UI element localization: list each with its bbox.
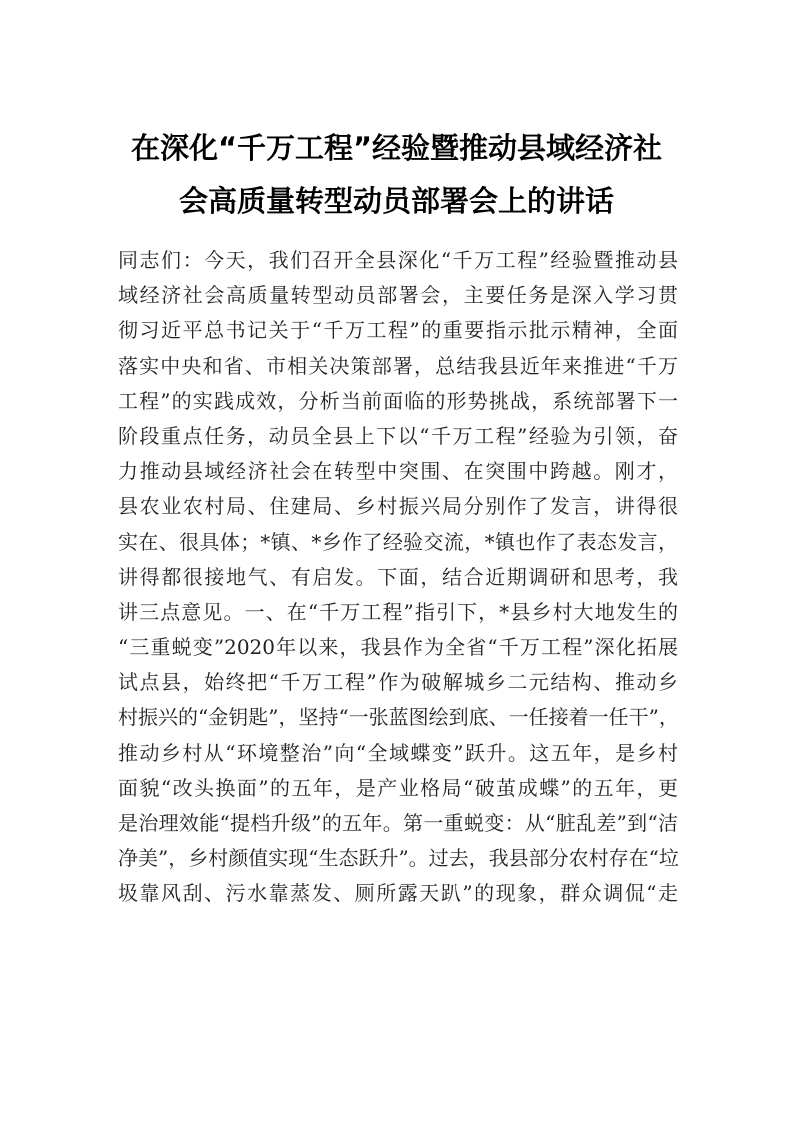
body-line: 试点县，始终把“千万工程”作为破解城乡二元结构、推动乡 [118,670,678,695]
body-line: 彻习近平总书记关于“千万工程”的重要指示批示精神，全面 [118,318,678,343]
body-line: 落实中央和省、市相关决策部署，总结我县近年来推进“千万 [118,353,678,378]
body-line: 县农业农村局、住建局、乡村振兴局分别作了发言，讲得很 [118,494,678,519]
body-line: 阶段重点任务，动员全县上下以“千万工程”经验为引领，奋 [118,423,678,448]
body-line: 同志们：今天，我们召开全县深化“千万工程”经验暨推动县 [118,248,678,272]
body-line: 村振兴的“金钥匙”，坚持“一张蓝图绘到底、一任接着一任干”， [118,705,679,730]
title-line: 在深化“千万工程”经验暨推动县域经济社 [130,131,663,165]
title-line: 会高质量转型动员部署会上的讲话 [178,184,614,218]
document-title [60,122,733,228]
speech-body [118,243,678,912]
body-line: 讲三点意见。一、在“千万工程”指引下，*县乡村大地发生的 [118,599,678,624]
body-line: 力推动县域经济社会在转型中突围、在突围中跨越。刚才， [118,459,678,484]
body-line: 工程”的实践成效，分析当前面临的形势挑战，系统部署下一 [118,388,678,413]
body-line: “三重蜕变”2020年以来，我县作为全省“千万工程”深化拓展 [118,635,678,660]
body-line: 净美”，乡村颜值实现“生态跃升”。过去，我县部分农村存在“垃 [118,846,679,871]
body-line: 是治理效能“提档升级”的五年。第一重蜕变：从“脏乱差”到“洁 [118,811,678,835]
body-line: 实在、很具体；*镇、*乡作了经验交流，*镇也作了表态发言， [118,529,678,554]
body-line: 圾靠风刮、污水靠蒸发、厕所露天趴”的现象，群众调侃“走 [118,881,678,906]
body-line: 推动乡村从“环境整治”向“全域蝶变”跃升。这五年，是乡村 [118,740,678,765]
body-line: 讲得都很接地气、有启发。下面，结合近期调研和思考，我 [118,564,678,589]
body-line: 面貌“改头换面”的五年，是产业格局“破茧成蝶”的五年，更 [118,775,678,800]
body-line: 域经济社会高质量转型动员部署会，主要任务是深入学习贯 [118,283,678,308]
